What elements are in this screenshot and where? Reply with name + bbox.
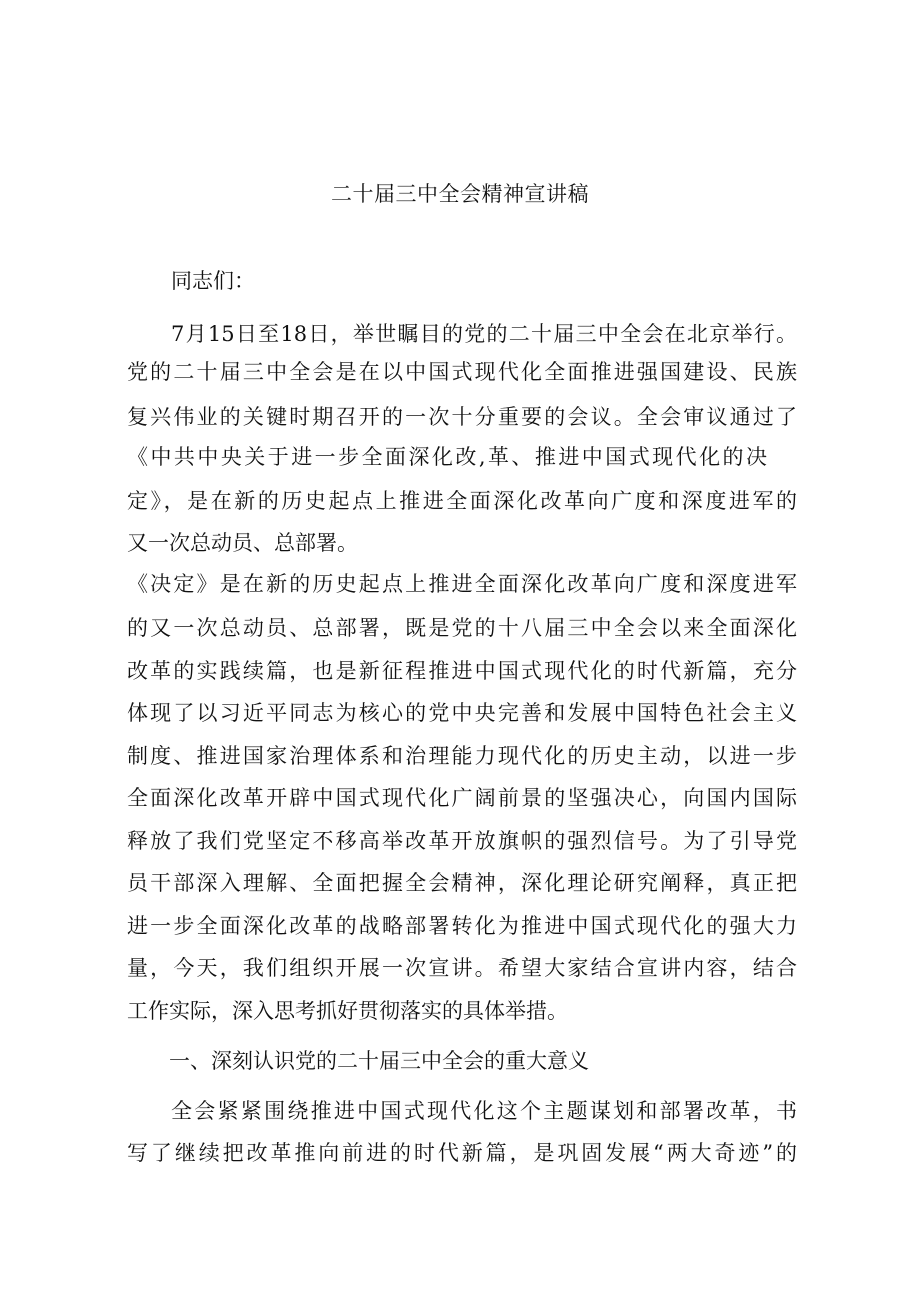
paragraph-line: 制度、推进国家治理体系和治理能力现代化的历史主动，以进一步 [127,744,797,768]
paragraph-line: 《中共中央关于进一步全面深化改,革、推进中国式现代化的决 [127,445,767,469]
paragraph-line: 7月15日至18日，举世瞩目的党的二十届三中全会在北京举行。 [171,322,797,346]
paragraph-line: 员干部深入理解、全面把握全会精神，深化理论研究阐释，真正把 [127,871,797,895]
paragraph-line: 全会紧紧围绕推进中国式现代化这个主题谋划和部署改革，书 [171,1099,797,1123]
paragraph-line: 量，今天，我们组织开展一次宣讲。希望大家结合宣讲内容，结合 [127,956,797,980]
paragraph-line: 全面深化改革开辟中国式现代化广阔前景的坚强决心，向国内国际 [127,786,797,810]
paragraph-line: 党的二十届三中全会是在以中国式现代化全面推进强国建设、民族 [127,360,797,384]
salutation: 同志们： [171,269,255,293]
document-title: 二十届三中全会精神宣讲稿 [331,182,589,206]
paragraph-line: 进一步全面深化改革的战略部署转化为推进中国式现代化的强大力 [127,914,797,938]
paragraph-line: 复兴伟业的关键时期召开的一次十分重要的会议。全会审议通过了 [127,405,797,429]
paragraph-line: 工作实际，深入思考抓好贯彻落实的具体举措。 [127,999,568,1023]
paragraph-line: 体现了以习近平同志为核心的党中央完善和发展中国特色社会主义 [127,701,797,725]
paragraph-line: 释放了我们党坚定不移高举改革开放旗帜的强烈信号。为了引导党 [127,829,797,853]
paragraph-line: 定》，是在新的历史起点上推进全面深化改革向广度和深度进军的 [127,489,797,513]
paragraph-line: 的又一次总动员、总部署，既是党的十八届三中全会以来全面深化 [127,616,797,640]
section-heading: 一、深刻认识党的二十届三中全会的重大意义 [169,1049,589,1073]
paragraph-line: 又一次总动员、总部署。 [127,531,358,555]
paragraph-line: 写了继续把改革推向前进的时代新篇，是巩固发展“两大奇迹”的 [127,1141,797,1165]
paragraph-line: 改革的实践续篇，也是新征程推进中国式现代化的时代新篇，充分 [127,659,797,683]
paragraph-line: 《决定》是在新的历史起点上推进全面深化改革向广度和深度进军 [127,572,797,596]
